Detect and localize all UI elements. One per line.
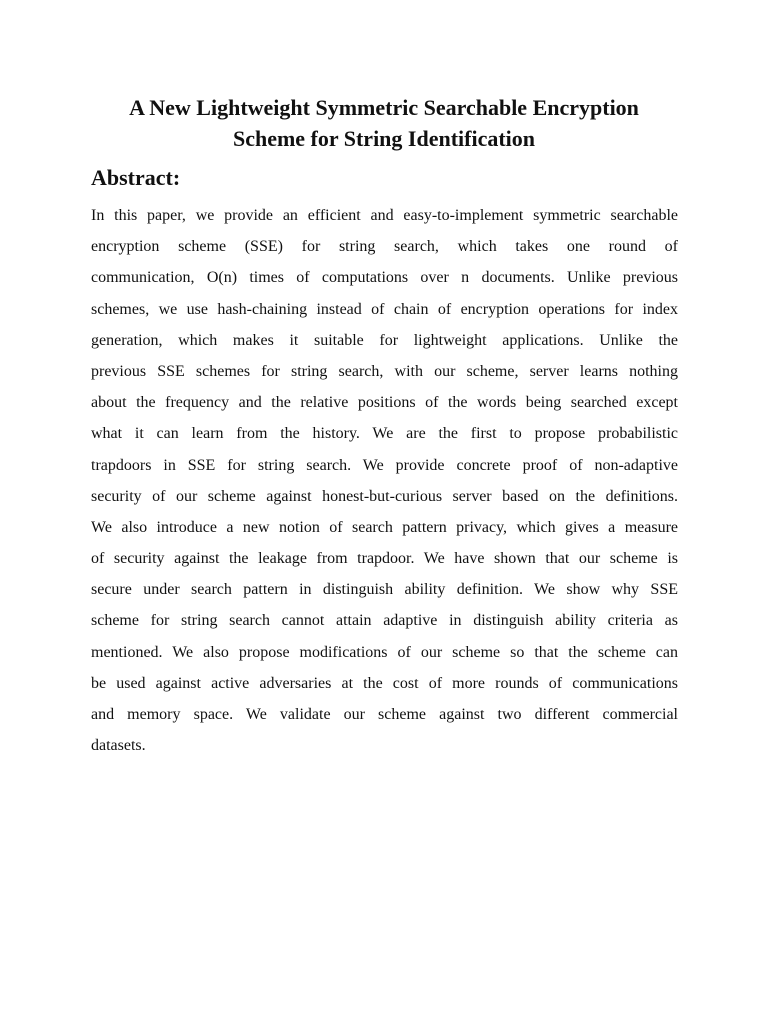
abstract-line: previous SSE schemes for string search, with our scheme, server learns nothing	[91, 362, 678, 380]
abstract-line: encryption scheme (SSE) for string search, which takes one round of	[91, 238, 678, 256]
paper-title	[60, 92, 708, 154]
abstract-line: We also introduce a new notion of search pattern privacy, which gives a measure	[91, 518, 678, 536]
abstract-line: about the frequency and the relative positions of the words being searched except	[91, 394, 678, 412]
abstract-line: of security against the leakage from trapdoor. We have shown that our scheme is	[91, 550, 678, 568]
abstract-line: trapdoors in SSE for string search. We provide concrete proof of non-adaptive	[91, 456, 678, 474]
abstract-line: In this paper, we provide an efficient and easy-to-implement symmetric searchable	[91, 207, 678, 224]
abstract-line: be used against active adversaries at the cost of more rounds of communications	[91, 674, 678, 692]
abstract-line: security of our scheme against honest-but-curious server based on the definitions.	[91, 487, 678, 505]
abstract-line: schemes, we use hash-chaining instead of chain of encryption operations for index	[91, 300, 678, 318]
abstract-line: mentioned. We also propose modifications of our scheme so that the scheme can	[91, 643, 678, 661]
abstract-line: what it can learn from the history. We are the first to propose probabilistic	[91, 425, 678, 443]
abstract-line: secure under search pattern in distinguish ability definition. We show why SSE	[91, 581, 678, 599]
abstract-heading: Abstract:	[91, 165, 181, 190]
abstract-line: datasets.	[91, 737, 146, 755]
abstract-body	[91, 200, 678, 761]
abstract-line: communication, O(n) times of computations over n documents. Unlike previous	[91, 269, 678, 287]
abstract-line: generation, which makes it suitable for lightweight applications. Unlike the	[91, 331, 678, 349]
abstract-line: scheme for string search cannot attain adaptive in distinguish ability criteria as	[91, 612, 678, 630]
abstract-line: and memory space. We validate our scheme against two different commercial	[91, 706, 678, 723]
paper-title-line: A New Lightweight Symmetric Searchable Encryption	[129, 95, 639, 120]
paper-title-line: Scheme for String Identification	[232, 126, 536, 151]
